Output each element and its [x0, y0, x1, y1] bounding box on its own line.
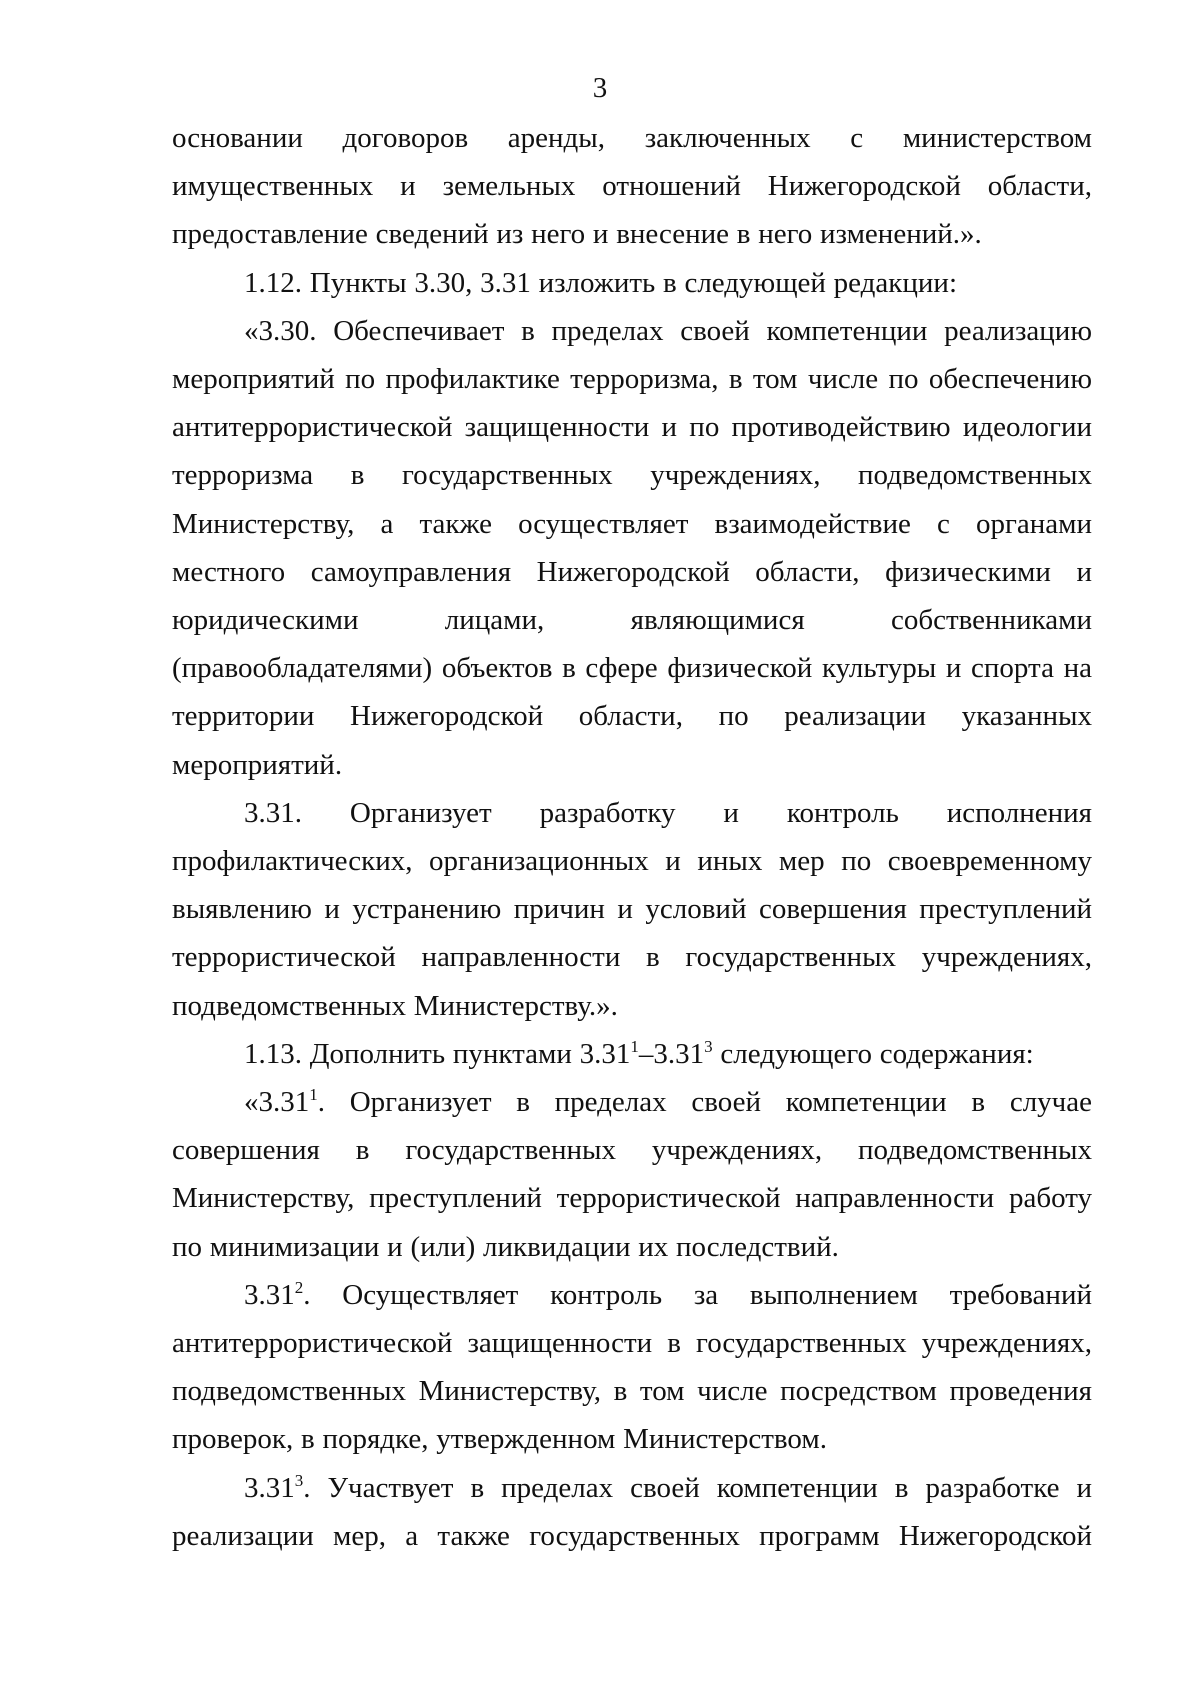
text-run: –3.31: [638, 1037, 705, 1070]
paragraph: [172, 1078, 1092, 1271]
paragraph: [172, 1464, 1092, 1560]
superscript: 2: [294, 1277, 304, 1297]
text-run: 1.13. Дополнить пунктами 3.31: [244, 1037, 631, 1070]
paragraph: [172, 789, 1092, 1030]
text-run: следующего содержания:: [712, 1037, 1034, 1070]
paragraph: [172, 114, 1092, 259]
text-run: . Организует в пределах своей компетенции в случае совершения в государственных учреждениях, подведомственных Министерству, преступлений террористической направленности работу по минимизации и (или) ликвидации их последствий.: [172, 1086, 1092, 1263]
superscript: 1: [309, 1085, 318, 1105]
paragraph: [172, 259, 1092, 307]
document-body: [172, 114, 1092, 1560]
text-run: . Участвует в пределах своей компетенции в разработке и реализации мер, а также государственных программ Нижегородской: [172, 1471, 1092, 1552]
paragraph: [172, 1271, 1092, 1464]
text-run: «3.31: [244, 1086, 310, 1119]
text-run: 3.31. Организует разработку и контроль исполнения профилактических, организационных и иных мер по своевременному выявлению и устранению причин и условий совершения преступлений террористической направленности в государственных учреждениях, подведомственных Министерству.».: [172, 796, 1092, 1022]
page-number: 3: [592, 72, 608, 104]
text-run: основании договоров аренды, заключенных с министерством имущественных и земельных отношений Нижегородской области, предоставление сведений из него и внесение в него изменений.».: [172, 122, 1092, 251]
text-run: . Осуществляет контроль за выполнением требований антитеррористической защищенности в государственных учреждениях, подведомственных Министерству, в том числе посредством проведения проверок, в порядке, утвержденном Министерством.: [172, 1278, 1092, 1456]
text-run: 3.31: [244, 1471, 295, 1504]
paragraph: [172, 1030, 1092, 1078]
superscript: 3: [294, 1470, 304, 1490]
paragraph: [172, 307, 1092, 789]
text-run: 3.31: [244, 1278, 295, 1311]
text-run: 1.12. Пункты 3.30, 3.31 изложить в следующей редакции:: [244, 266, 957, 299]
superscript: 3: [704, 1036, 713, 1056]
text-run: «3.30. Обеспечивает в пределах своей компетенции реализацию мероприятий по профилактике терроризма, в том числе по обеспечению антитеррористической защищенности и по противодействию идеологии терроризма в государственных учреждениях, подведомственных Министерству, а также осуществляет взаимодействие с органами местного самоуправления Нижегородской области, физическими и юридическими лицами, являющимися собственниками (правообладателями) объектов в сфере физической культуры и спорта на территории Нижегородской области, по реализации указанных мероприятий.: [172, 314, 1092, 781]
superscript: 1: [630, 1036, 639, 1056]
